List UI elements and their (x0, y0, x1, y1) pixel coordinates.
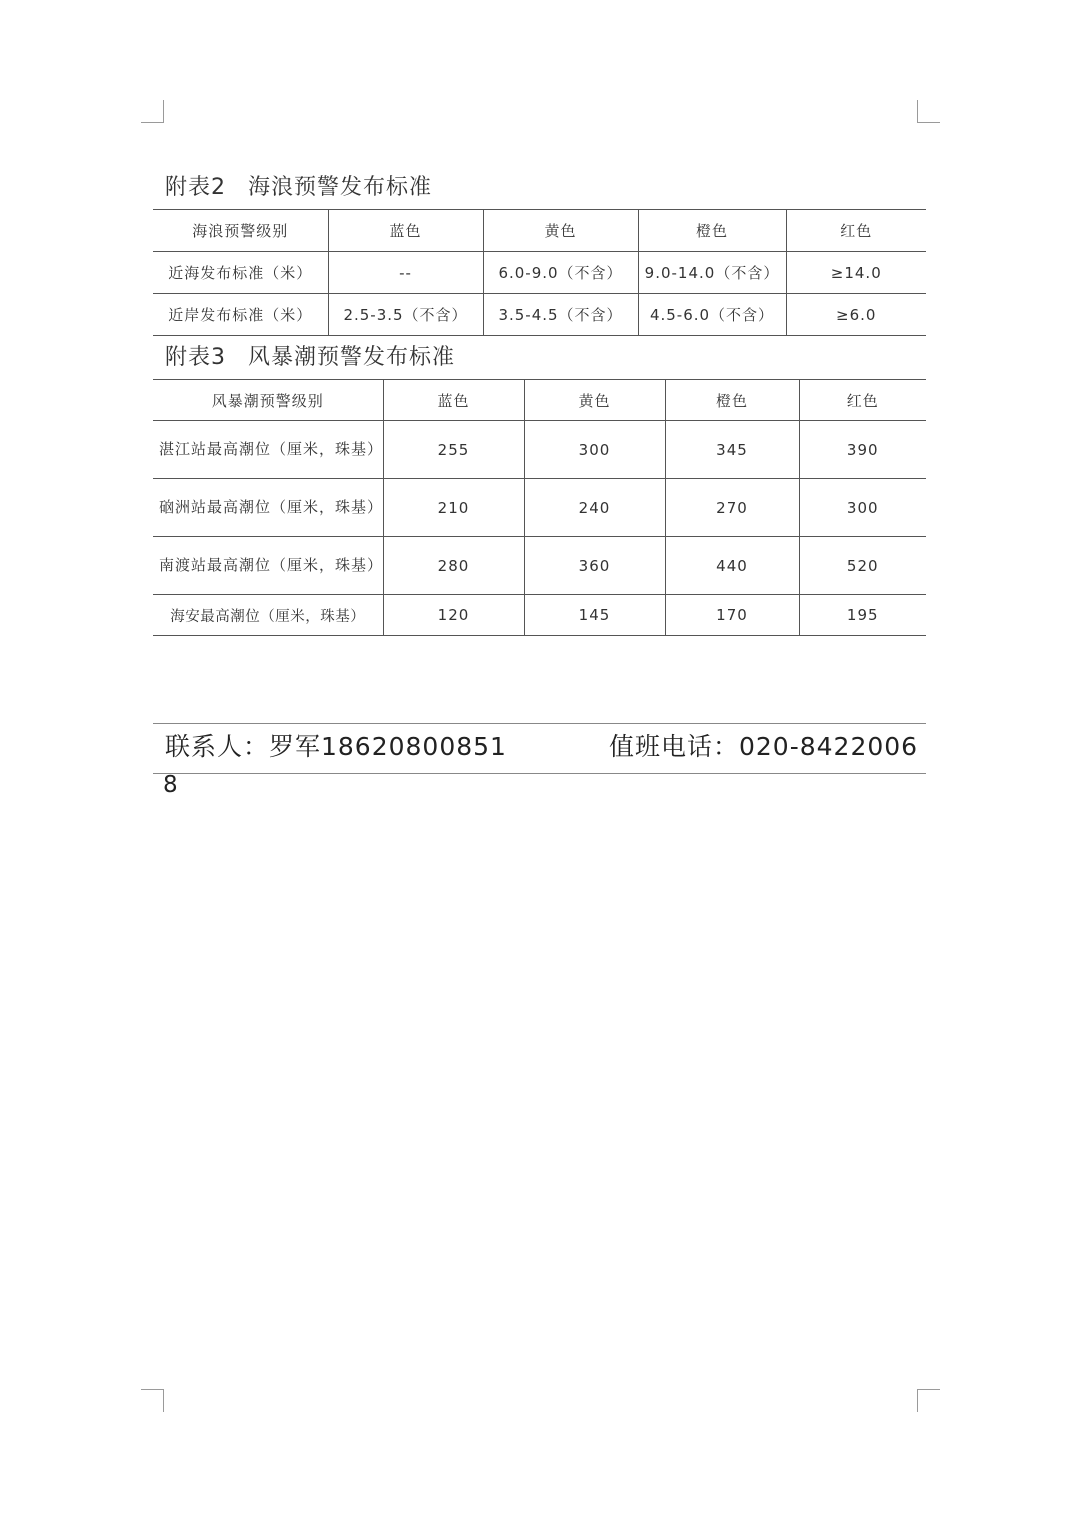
table-cell: 440 (665, 537, 799, 595)
duty-phone: 值班电话：020-8422006 (609, 732, 919, 761)
contact-top-rule (153, 723, 926, 724)
table-cell: 195 (799, 595, 926, 636)
table-cell: 120 (383, 595, 524, 636)
table-cell: 390 (799, 421, 926, 479)
table-cell: 240 (524, 479, 665, 537)
header-cell: 橙色 (665, 380, 799, 421)
row-label-cell: 湛江站最高潮位（厘米，珠基） (153, 421, 383, 479)
header-cell: 蓝色 (328, 210, 483, 252)
table-row (153, 537, 926, 595)
table-cell: 270 (665, 479, 799, 537)
table-cell: ≥14.0 (786, 252, 926, 294)
wave-warning-table (153, 209, 926, 336)
crop-mark-top-left (141, 100, 164, 123)
table-header-row (153, 380, 926, 421)
table-cell: 345 (665, 421, 799, 479)
header-cell: 风暴潮预警级别 (153, 380, 383, 421)
table-row (153, 479, 926, 537)
table-cell: 210 (383, 479, 524, 537)
crop-mark-top-right (917, 100, 940, 123)
contact-person: 联系人：罗军18620800851 (165, 732, 507, 761)
row-label-cell: 近岸发布标准（米） (153, 294, 328, 336)
table-cell: 9.0-14.0（不含） (638, 252, 786, 294)
crop-mark-bottom-right (917, 1389, 940, 1412)
crop-mark-bottom-left (141, 1389, 164, 1412)
table-row (153, 595, 926, 636)
storm-surge-warning-table (153, 379, 926, 636)
row-label-cell: 近海发布标准（米） (153, 252, 328, 294)
table-cell: 520 (799, 537, 926, 595)
contact-bottom-rule (153, 773, 926, 774)
table-row (153, 252, 926, 294)
row-label-cell: 南渡站最高潮位（厘米，珠基） (153, 537, 383, 595)
table-cell: 145 (524, 595, 665, 636)
header-cell: 黄色 (524, 380, 665, 421)
table-cell: 280 (383, 537, 524, 595)
header-cell: 红色 (799, 380, 926, 421)
header-cell: 红色 (786, 210, 926, 252)
table-cell: ≥6.0 (786, 294, 926, 336)
table-cell: 6.0-9.0（不含） (483, 252, 638, 294)
table-cell: 3.5-4.5（不含） (483, 294, 638, 336)
table-cell: 4.5-6.0（不含） (638, 294, 786, 336)
table-cell: 300 (524, 421, 665, 479)
row-label-cell: 海安最高潮位（厘米，珠基） (153, 595, 383, 636)
page-number: 8 (163, 772, 178, 798)
table-header-row (153, 210, 926, 252)
row-label-cell: 硇洲站最高潮位（厘米，珠基） (153, 479, 383, 537)
header-cell: 蓝色 (383, 380, 524, 421)
table3-title-prefix: 附表3 (165, 345, 226, 370)
table-row (153, 421, 926, 479)
table-cell: 255 (383, 421, 524, 479)
table3-title-text: 风暴潮预警发布标准 (248, 345, 456, 370)
table-row (153, 294, 926, 336)
header-cell: 海浪预警级别 (153, 210, 328, 252)
table2-title (165, 170, 432, 201)
table3-title (165, 340, 455, 371)
table-cell: 2.5-3.5（不含） (328, 294, 483, 336)
table-cell: 300 (799, 479, 926, 537)
table2-title-text: 海浪预警发布标准 (248, 175, 433, 200)
table-cell: 170 (665, 595, 799, 636)
table2-title-prefix: 附表2 (165, 175, 226, 200)
header-cell: 橙色 (638, 210, 786, 252)
table-cell: -- (328, 252, 483, 294)
header-cell: 黄色 (483, 210, 638, 252)
table-cell: 360 (524, 537, 665, 595)
